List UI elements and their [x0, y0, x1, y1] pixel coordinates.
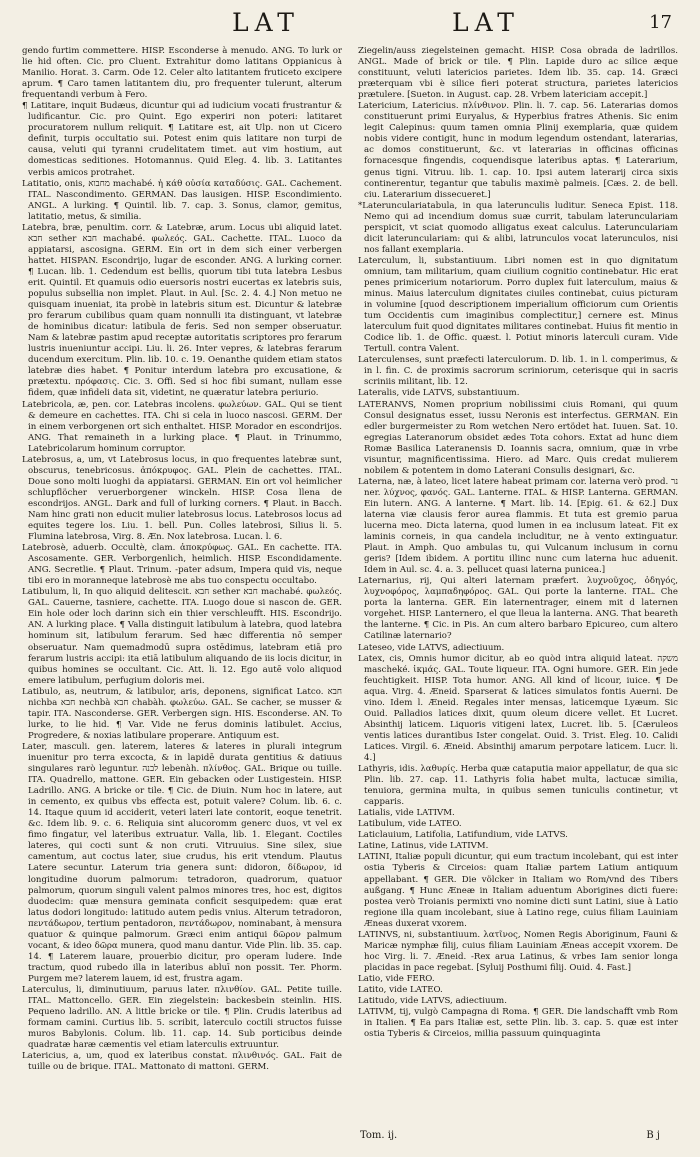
- page-number: 17: [649, 12, 672, 33]
- dictionary-entry: Latericium, Latericius. πλίνθινον. Plin. li. 7. cap. 56. Laterarias domos constituerunt primi Euryalus, & Hyperbius fratres Athenis. Sic enim legit Calepinus: quum tamen omnia Plinij exemplaria, quæ quidem nobis videre contigit, hunc in modum legendum ostendant, laterarias, ac domos constituerunt, &c. vt laterarias in officinas officinas fornacesque fingendis, coquendisque lateribus aptas. ¶ Laterarium, genus tigni. Vitruu. lib. 1. cap. 10. Ipsi autem laterarij circa sixis continerentur, tegantur que tabulis maximè palmeis. [Cæs. 2. de bell. ciu. Laterarium dissecueret.]: [358, 101, 678, 200]
- dictionary-entry: Latibulum, li, In quo aliquid delitescit. חבא sether חבא machabé. φωλεός. GAL. Cauerne, tasniere, cachette. ITA. Luogo doue si nascon de. GER. Ein hole oder loch darinn sich ein thier verschleufft. HIS. Escondrijo. AN. A lurking place. ¶ Valla distinguit latibulum à latebra, quod latebra hominum sit, latibulum ferarum. Sed hæc differentia nō semper obseruatur. Nam quemadmodū supra ostēdimus, latebram etiā pro ferarum lustris accipi: ita etiā latibulum aliquando de iis locis dicitur, in quibus homines se occultant. Cic. Att. li. 12. Ego autē volo aliquod emere latibulum, perfugium doloris mei.: [22, 587, 342, 686]
- dictionary-entry: Latebrosus, a, um, vt Latebrosus locus, in quo frequentes latebræ sunt, obscurus, tenebricosus. ἀπόκρυφος. GAL. Plein de cachettes. ITAL. Doue sono molti luoghi da appiatarsi. GERMAN. Ein ort vol heimlicher schlupflöcher veruerborgener winckeln. HISP. Cosa llena de escondrijos. ANGL. Dark and full of lurking corners. ¶ Plaut. in Bacch. Nam hinc grati non educit mulier latebrosus locus. Latebrosos locus ad equites tegere los. Liu. 1. bell. Pun. Colles latebrosi, Silius li. 5. Flumina latebrosa, Virg. 8. Æn. Nox latebrosa. Lucan. l. 6.: [22, 454, 342, 543]
- dictionary-entry: Laticlauium, Latifolia, Latifundium, vide LATVS.: [358, 830, 568, 841]
- page-footer: [360, 1130, 660, 1141]
- dictionary-entry: Latine, Latinus, vide LATIVM.: [358, 841, 489, 852]
- dictionary-entry: Latibulum, vide LATEO.: [358, 819, 462, 830]
- dictionary-entry: Laterculenses, sunt præfecti laterculorum. D. lib. 1. in l. comperimus, & in l. fin. C. de proximis sacrorum scriniorum, ceterisque qui in sacris scriniis militant, lib. 12.: [358, 355, 678, 388]
- dictionary-entry: Lathyris, idis. λαθυρίς. Herba quæ cataputia maior appellatur, de qua sic Plin. lib. 27. cap. 11. Lathyris folia habet multa, lactucæ similia, tenuiora, germina multa, in quibus semen tuniculis continetur, vt capparis.: [358, 764, 678, 808]
- dictionary-entry: gendo furtim commettere. HISP. Esconderse à menudo. ANG. To lurk or lie hid often. Cic. pro Cluent. Extrahitur domo latitans Oppianicus à Manilio. Horat. 3. Carm. Ode 12. Celer alto latitantem fruticeto excipere aprum. ¶ Caro tamen latitantem diu, pro frequenter tulerunt, alterum frequentandi verbum à Fero.: [22, 46, 342, 101]
- dictionary-entry: Lateralis, vide LATVS, substantiuum.: [358, 388, 520, 399]
- dictionary-entry: Laterculus, li, diminutiuum, paruus later. πλινθίον. GAL. Petite tuille. ITAL. Mattoncello. GER. Ein ziegelstein: backesbein steinlin. HIS. Pequeno ladrillo. AN. A little bricke or tile. ¶ Plin. Crudis lateribus ad formam camini. Curtius lib. 5. scribit, laterculo coctili structos fuisse muros Babylonis. Colum. lib. 11. cap. 14. Sub porticibus deinde quadratæ haræ cæmentis vel etiam laterculis extruuntur.: [22, 984, 342, 1051]
- dictionary-entry: Ziegelin/auss ziegelsteinen gemacht. HISP. Cosa obrada de ladrillos. ANGL. Made of brick or tile. ¶ Plin. Lapide duro ac silice æque constituunt, veluti latericios parietes. Idem lib. 35. cap. 14. Græci præterquam vbi è silice fieri poterat structura, parietes latericios prætulere. [Sueton. in August. cap. 28. Vrbem latericiam accepit.]: [358, 46, 678, 101]
- dictionary-entry: LATERANVS, Nomen proprium nobilissimi ciuis Romani, qui quum Consul designatus esset, iussu Neronis est interfectus. GERMAN. Ein edler burgermeister zu Rom wetchen Nero ertödet hat. Iuuen. Sat. 10. egregias Lateranorum obsidet ædes Tota cohors. Extat ad hunc diem Romæ Basilica Lateranensis D. Ioannis sacra, omnium, quæ in vrbe visuntur, magnificentissima. Hiero. ad Marc. Quis credat mulierem nobilem & potentem in domo Laterani Consulis designari, &c.: [358, 399, 678, 476]
- text-columns: [22, 46, 678, 1073]
- dictionary-entry: Latitatio, onis, מחבוא machabé. ἡ κάθ οὐσία καταδύσις. GAL. Cachement. ITAL. Nascondimento. GERMAN. Das lausigen. HISP. Escondimiento. ANGL. A lurking. ¶ Quintil. lib. 7. cap. 3. Sonus, clamor, gemitus, latitatio, metus, & similia.: [22, 178, 342, 222]
- dictionary-entry: Latebricola, æ, pen. cor. Latebras incolens. φωλεύων. GAL. Qui se tient & demeure en cachettes. ITA. Chi si cela in luoco nascosi. GERM. Der in einem verborgenen ort sich enthaltet. HISP. Morador en escondrijos. ANG. That remaineth in a lurking place. ¶ Plaut. in Trinummo, Latebricolarum hominum corruptor.: [22, 399, 342, 454]
- dictionary-entry: Latito, vide LATEO.: [358, 984, 443, 995]
- dictionary-entry: Latex, cis, Omnis humor dicitur, ab eo quòd intra aliquid lateat. משקה mascheké. ἰκμάς. GAL. Toute liqueur. ITA. Ogni humore. GER. Ein jede feuchtigkeit. HISP. Tota humor. ANG. All kind of licour, iuice. ¶ De aqua. Virg. 4. Æneid. Sparserat & latices simulatos fontis Auerni. De vino. Idem l. Æneid. Regales inter mensas, laticemque Lyæum. Sic Ouid. Palladios latices dixit, quum oleum dicere vellet. Et Lucret. Absinthij laticem. Liquoris vitigeni latex, Lucret. lib. 5. [Cæruleos ventis latices durantibus Ister congelat. Ouid. 3. Trist. Eleg. 10. Calidi Latices. Virgil. 6. Æneid. Absinthij amarum perpotare laticem. Lucr. li. 4.]: [358, 653, 678, 763]
- dictionary-entry: Lateseo, vide LATVS, adiectiuum.: [358, 642, 505, 653]
- running-header: [22, 6, 678, 46]
- dictionary-entry: Laterculum, li, substantiuum. Libri nomen est in quo dignitatum omnium, tam militarium, quam ciuilium cognitio continebatur. Hic erat penes primicerium notariorum. Porro duplex fuit laterculum, maius & minus. Maius laterculum dignitates ciuiles continebat, cuius picturam in volumine [quod descriptionem imperialium officiorum cum Orientis tum Occidentis cum imaginibus complectitur,] cernere est. Minus laterculum fuit quod dignitates militares continebat. Huius fit mentio in Codice lib. 1. de Offic. quæst. l. Potiut minoris laterculi curam. Vide Tertull. contra Valent.: [358, 255, 678, 355]
- dictionary-entry: Latitudo, vide LATVS, adiectiuum.: [358, 996, 507, 1007]
- left-column: [22, 46, 342, 1073]
- dictionary-entry: Later, masculi. gen. laterem, lateres & lateres in plurali integrum inuenitur pro terra excocta, & in lapidē durata gentitius & datiuus singulares rarò leguntur. לבנה lebenàh. πλίνθος. GAL. Brique ou tuille. ITA. Quadrello, mattone. GER. Ein gebacken oder Lustigestein. HISP. Ladrillo. ANG. A bricke or tile. ¶ Cic. de Diuin. Num hoc in latere, aut in cemento, ex quibus vbs effecta est, potuit valere? Colum. lib. 6. c. 14. Itaque quum id acciderit, veteri lateri late contorit, eoque tenetrit. &c. Idem lib. 9. c. 6. Reliquia sint alucoromm generc duos, vt vel ex fimo fingatur, vel lateribus extruatur. Valla, lib. 1. Elegant. Coctiles lateres, qui cocti sunt & non cruti. Vitruuius. Sine silex, siue camentum, aut coctus later, siue crudus, his erit vtendum. Plautus Latere secuntur. Laterum tria genera sunt: didoron, δίδωρον, id longitudine duorum palmorum: tetradoron, quadrorum, quatuor palmorum, quorum singuli valent palmos minores tres, hoc est, digitos duodecim: quæ mensura geminata conficit sesquipedem: quæ erat latus dodori longitudo: latitudo autem pedis vnius. Alterum tetradoron, πεντάδωρον, tertium pentadoron, πεντάδωρον, nominabant, à mensura quatuor & quinque palmorum. Græci enim antiqui δῶρον palmum vocant, & ideo δῶρα munera, quod manu dantur. Vide Plin. lib. 35. cap. 14. ¶ Laterem lauare, prouerbio dicitur, pro operam ludere. Inde tractum, quod rubedo illa in lateribus abluī non possit. Ter. Phorm. Purgem me? laterem lauem, id est, frustra agam.: [22, 741, 342, 984]
- volume-mark: Tom. ij.: [360, 1130, 398, 1141]
- dictionary-entry: *Laterunculariatabula, in qua laterunculis luditur. Seneca Epist. 118. Nemo qui ad incendium domus suæ currit, tabulam laterunculariam perspicit, vt sciat quomodo alligatus exeat calculus. Laterunculariam dicit laterunculariam: qui & alibi, latrunculos vocat laterunculos, nisi nos fallant exemplaria.: [358, 200, 678, 255]
- dictionary-entry: LATINI, Italiæ populi dicuntur, qui eum tractum incolebant, qui est inter ostia Tyberis & Circeios: quam Italiæ partem Latium antiquum appellabant. ¶ GER. Die völcker in Italiam wo Rom/vnd des Tibers außgang. ¶ Hunc Æneæ in Italiam aduentum Aborigines dicti fuere: postea verò Troianis permixti vno nomine dicti sunt Latini, siue à Latio regione illa quam incolebant, siue à Latino rege, cuius filiam Lauiniam Æneas duxerat vxorem.: [358, 852, 678, 929]
- dictionary-entry: Latebrosè, aduerb. Occultè, clam. ἀποκρύφως. GAL. En cachette. ITA. Ascosamente. GER. Verborgenlich, heimlich. HISP. Escondidamente. ANG. Secretlie. ¶ Plaut. Trinum. -pater adsum, Impera quid vis, neque tibi ero in moranneque latebrosè me abs tuo conspectu occultabo.: [22, 543, 342, 587]
- dictionary-entry: Latibulo, as, neutrum, & latibulor, aris, deponens, significat Latco. חבא nichba חבא nechbà חבא chabàh. φωλεύω. GAL. Se cacher, se musser & tapir. ITA. Nasconderse. GER. Verbergen sign. HIS. Esconderse. AN. To lurke, to lie hid. ¶ Var. Vide ne ferus dominis latibulet. Accius, Progredere, & noxias latibulare properare. Antiquum est.: [22, 686, 342, 741]
- dictionary-entry: Latio, vide FERO.: [358, 973, 435, 984]
- dictionary-entry: Laternarius, rij, Qui alteri laternam præfert. λυχνοῦχος, ὁδηγός, λυχνοφόρος, λαμπαδηφόρος. GAL. Qui porte la lanterne. ITAL. Che porta la lanterna. GER. Ein laternentrager, einem mit d laternen vorgehet. HISP. Lanternero, el que lleua la lanterna. ANG. That beareth the lanterne. ¶ Cic. in Pis. An cum altero barbaro Epicureo, cum altero Catilinæ laternario?: [358, 576, 678, 642]
- right-column: [358, 46, 678, 1073]
- dictionary-entry: Latericius, a, um, quod ex lateribus constat. πλινθινός. GAL. Fait de tuille ou de brique. ITAL. Mattonato di mattoni. GERM.: [22, 1051, 342, 1073]
- dictionary-entry: LATIVM, tij, vulgò Campagna di Roma. ¶ GER. Die landschafft vmb Rom in Italien. ¶ Ea pars Italiæ est, sette Plin. lib. 3. cap. 5. quæ est inter ostia Tyberis & Circeios, millia passuum quinquaginta: [358, 1007, 678, 1040]
- dictionary-entry: Latialis, vide LATIVM.: [358, 808, 455, 819]
- signature-mark: B j: [646, 1130, 660, 1141]
- dictionary-entry: ¶ Latitare, inquit Budæus, dicuntur qui ad iudicium vocati frustrantur & ludificantur. Cic. pro Quint. Ego experiri non poteri: latitaret procuratorem nullum reliquit. ¶ Latitare est, ait Ulp. non ut Cicero definit, turpis occultatio sui. Potest enim quis latitare non turpi de causa, veluti qui tyranni crudelitatem timet. aut vim hostium, aut domesticas seditiones. Hotomannus. Quid Eleg. 4. lib. 3. Latitantes verbis amicos protrahet.: [22, 101, 342, 178]
- header-left-guideword: LAT: [232, 8, 300, 37]
- dictionary-entry: Laterna, næ, à lateo, licet latere habeat primam cor. laterna verò prod. נר ner. λύχνος, φανός. GAL. Lanterne. ITAL. & HISP. Lanterna. GERMAN. Ein lutern. ANG. A lanterne. ¶ Mart. lib. 14. [Epig. 61. & 62.] Dux laterna viæ clausis feror aurea flammis. Et tuta est gremio parua lucerna meo. Dicta laterna, quod lumen in ea inclusum lateat. Fit ex laminis corneis, in qua candela includitur, ne à vento extinguatur. Plaut. in Amph. Quo ambulas tu, qui Vulcanum inclusum in cornu geris? [Idem ibidem. A portitu illinc nunc cum laterna huc aduenit. Idem in Aul. sc. 4. a. 3. pellucet quasi laterna punicea.]: [358, 476, 678, 576]
- dictionary-entry: LATINVS, ni, substantiuum. λατῖνος, Nomen Regis Aboriginum, Fauni & Maricæ nymphæ filij, cuius filiam Lauiniam Æneas accepit vxorem. De hoc Virg. li. 7. Æneid. -Rex arua Latinus, & vrbes Iam senior longa placidas in pace regebat. [Syluij Posthumi filij. Ouid. 4. Fast.]: [358, 929, 678, 973]
- dictionary-entry: Latebra, bræ, penultim. corr. & Latebræ, arum. Locus ubi aliquid latet. חבא sether חבא machabé. φωλεός. GAL. Cachette. ITAL. Luoco da appiatarsi, ascosigna. GERM. Ein ort in dem sich einer verbergen hattet. HISPAN. Escondrijo, lugar de esconder. ANG. A lurking corner. ¶ Lucan. lib. 1. Cedendum est bellis, quorum tibi tuta latebra Lesbus erit. Quintil. Et quamuis odio euersoris nostri eucertas ex latebris suis, populus subsellia non implet. Plaut. in Aul. [Sc. 2. 4. 4.] Non metuo ne quisquam inueniat, ita probè in latebris situm est. Dicuntur & latebræ pro ferarum cubilibus quam quam nonnulli ita distinguant, vt latebræ de hominibus dicatur: latibula de feris. Sed non semper obseruatur. Nam & latebræ pastim apud receptæ autoritatis scriptores pro ferarum lustris inueniuntur accipi. Liu. li. 26. Inter vepres, & latebras ferarum ducendum exercitum. Plin. lib. 10. c. 19. Oenanthe quidem etiam statos latebræ dies habet. ¶ Ponitur interdum latebra pro excusatione, & prætextu. πρόφασις. Cic. 3. Offi. Sed si hoc fibi sumant, nullam esse fidem, quæ infideli data sit, videtint, ne quæratur latebra periurio.: [22, 222, 342, 399]
- header-right-guideword: LAT: [452, 8, 520, 37]
